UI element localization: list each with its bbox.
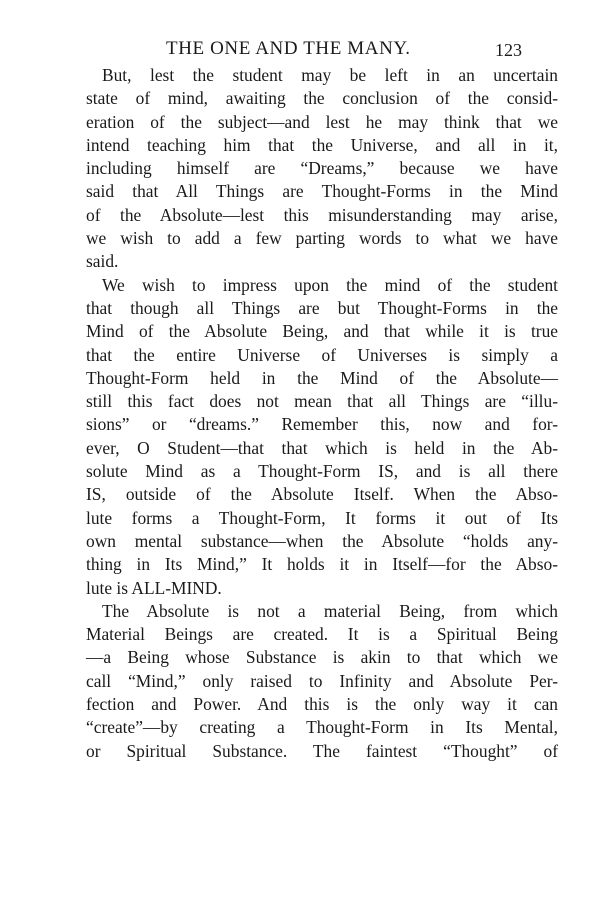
text-line: IS, outside of the Absolute Itself. When the Abso-	[86, 484, 558, 505]
text-line: call “Mind,” only raised to Infinity and Absolute Per-	[86, 670, 558, 691]
text-line: Material Beings are created. It is a Spiritual Being	[86, 624, 558, 645]
text-line: that though all Things are but Thought-Forms in the	[86, 297, 558, 318]
paragraph	[86, 600, 558, 763]
text-line: of the Absolute—lest this misunderstanding may arise,	[86, 204, 558, 225]
text-line: lute is ALL-MIND.	[86, 577, 222, 598]
text-line: intend teaching him that the Universe, and all in it,	[86, 134, 558, 155]
text-line: said.	[86, 251, 119, 272]
text-line: we wish to add a few parting words to what we have	[86, 228, 558, 249]
paragraph	[86, 64, 558, 274]
text-line: solute Mind as a Thought-Form IS, and is all there	[86, 461, 558, 482]
text-line: thing in Its Mind,” It holds it in Itself—for the Abso-	[86, 554, 558, 575]
text-line: The Absolute is not a material Being, from which	[102, 600, 558, 621]
running-header-title: THE ONE AND THE MANY.	[166, 38, 411, 59]
text-line: own mental substance—when the Absolute “holds any-	[86, 530, 558, 551]
text-line: sions” or “dreams.” Remember this, now and for-	[86, 414, 558, 435]
text-line: or Spiritual Substance. The faintest “Thought” of	[86, 740, 558, 761]
text-line: state of mind, awaiting the conclusion of the consid-	[86, 88, 558, 109]
text-line: eration of the subject—and lest he may think that we	[86, 111, 558, 132]
text-line: But, lest the student may be left in an uncertain	[102, 65, 558, 85]
text-line: that the entire Universe of Universes is simply a	[86, 344, 558, 365]
text-line: Mind of the Absolute Being, and that while it is true	[86, 321, 558, 342]
text-line: lute forms a Thought-Form, It forms it out of Its	[86, 507, 558, 528]
text-line: ever, O Student—that that which is held in the Ab-	[86, 437, 558, 458]
text-line: still this fact does not mean that all Things are “illu-	[86, 391, 558, 412]
page-number: 123	[495, 40, 522, 60]
text-line: “create”—by creating a Thought-Form in Its Mental,	[86, 717, 558, 738]
page-body	[86, 64, 558, 763]
text-line: including himself are “Dreams,” because we have	[86, 158, 558, 179]
paragraph	[86, 274, 558, 600]
text-line: We wish to impress upon the mind of the student	[102, 274, 558, 295]
text-line: said that All Things are Thought-Forms in the Mind	[86, 181, 558, 202]
text-line: —a Being whose Substance is akin to that which we	[86, 647, 558, 668]
text-line: fection and Power. And this is the only way it can	[86, 694, 558, 715]
text-line: Thought-Form held in the Mind of the Absolute—	[86, 367, 558, 388]
